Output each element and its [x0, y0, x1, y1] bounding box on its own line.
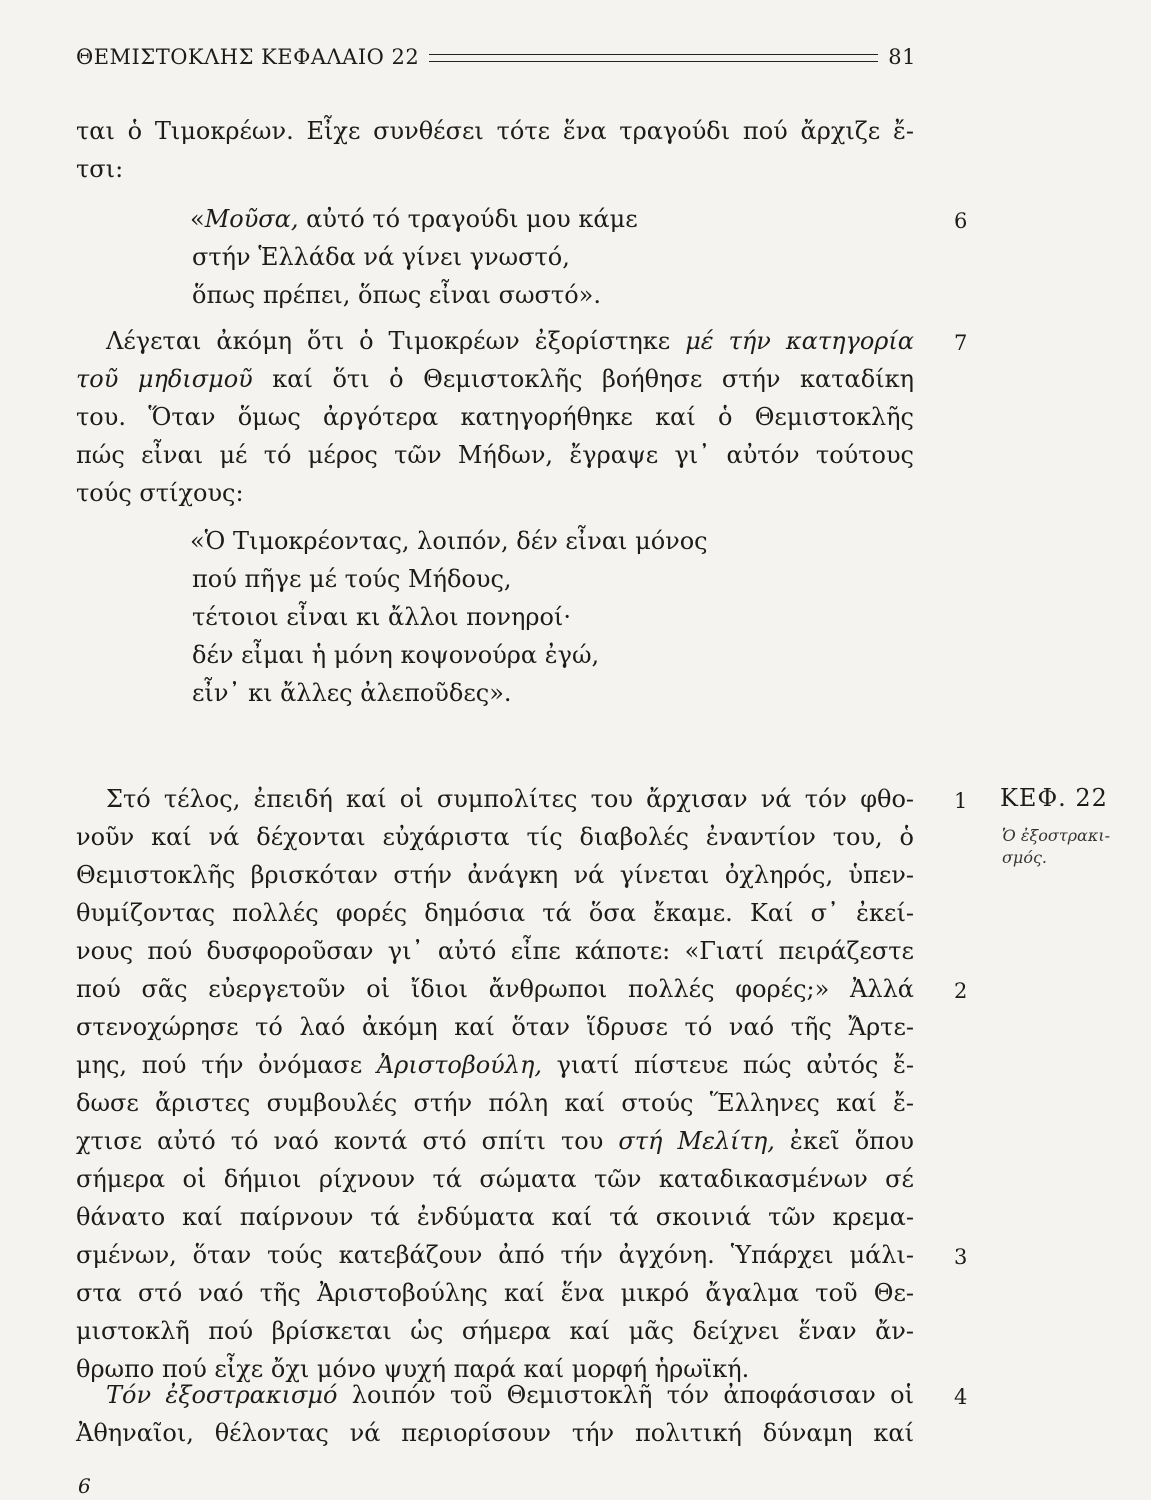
- verse-line: τέτοιοι εἶναι κι ἄλλοι πονηροί·: [192, 603, 571, 631]
- running-head-title: ΘΕΜΙΣΤΟΚΛΗΣ ΚΕΦΑΛΑΙΟ 22: [76, 45, 420, 69]
- text-line: χτισε αὐτό τό ναό κοντά στό σπίτι του στή Μελίτη, ἐκεῖ ὅπου: [76, 1127, 914, 1155]
- text-line: νοῦν καί νά δέχονται εὐχάριστα τίς διαβολές ἐναντίον του, ὁ: [76, 823, 914, 851]
- verse-line: δέν εἶμαι ἡ μόνη κοψονούρα ἐγώ,: [192, 641, 600, 669]
- italic-term: Τόν ἐξοστρακισμό: [106, 1381, 338, 1409]
- text-line: τσι:: [76, 155, 124, 183]
- margin-number: 3: [954, 1245, 968, 1269]
- text-line: Λέγεται ἀκόμη ὅτι ὁ Τιμοκρέων ἐξορίστηκε μέ τήν κατηγορία: [106, 327, 914, 355]
- italic-term: τοῦ μηδισμοῦ: [76, 365, 253, 393]
- sidebar-chapter-subtitle: Ὁ ἐξοστρακι- σμός.: [1002, 826, 1111, 867]
- text-line: θάνατο καί παίρνουν τά ἐνδύματα καί τά σκοινιά τῶν κρεμα-: [76, 1203, 914, 1231]
- margin-number: 7: [954, 331, 968, 355]
- margin-number: 4: [954, 1385, 968, 1409]
- text-line: σήμερα οἱ δήμιοι ρίχνουν τά σώματα τῶν καταδικασμένων σέ: [76, 1165, 914, 1193]
- verse-line: «Ὁ Τιμοκρέοντας, λοιπόν, δέν εἶναι μόνος: [190, 527, 708, 555]
- text-line: θυμίζοντας πολλές φορές δημόσια τά ὅσα ἔκαμε. Καί σ᾽ ἐκεί-: [76, 899, 914, 927]
- verse-line: «Μοῦσα, αὐτό τό τραγούδι μου κάμε: [190, 205, 638, 233]
- text-line: Στό τέλος, ἐπειδή καί οἱ συμπολίτες του ἄρχισαν νά τόν φθο-: [106, 785, 914, 813]
- italic-term: Ἀριστοβούλη,: [376, 1051, 542, 1079]
- text-line: νους πού δυσφοροῦσαν γι᾽ αὐτό εἶπε κάποτε: «Γιατί πειράζεστε: [76, 937, 914, 965]
- text-line: πώς εἶναι μέ τό μέρος τῶν Μήδων, ἔγραψε γι᾽ αὐτόν τούτους: [76, 441, 914, 469]
- text-line: Ἀθηναῖοι, θέλοντας νά περιορίσουν τήν πολιτική δύναμη καί: [76, 1419, 914, 1447]
- text-line: μης, πού τήν ὀνόμασε Ἀριστοβούλη, γιατί πίστευε πώς αὐτός ἔ-: [76, 1051, 914, 1079]
- text-line: τοῦ μηδισμοῦ καί ὅτι ὁ Θεμιστοκλῆς βοήθησε στήν καταδίκη: [76, 365, 914, 393]
- signature-mark: 6: [78, 1474, 91, 1498]
- text-line: δωσε ἄριστες συμβουλές στήν πόλη καί στούς Ἕλληνες καί ἔ-: [76, 1089, 914, 1117]
- running-head-rule: [429, 54, 878, 62]
- verse-line: ὅπως πρέπει, ὅπως εἶναι σωστό».: [192, 281, 601, 309]
- sidebar-chapter-heading: ΚΕΦ. 22: [1000, 784, 1108, 812]
- margin-number: 1: [954, 789, 968, 813]
- margin-number: 6: [954, 209, 968, 233]
- verse-line: εἶν᾽ κι ἄλλες ἀλεποῦδες».: [192, 679, 512, 707]
- text-line: του. Ὅταν ὅμως ἀργότερα κατηγορήθηκε καί ὁ Θεμιστοκλῆς: [76, 403, 914, 431]
- text-line: σμένων, ὅταν τούς κατεβάζουν ἀπό τήν ἀγχόνη. Ὑπάρχει μάλι-: [76, 1241, 914, 1269]
- text-line: Τόν ἐξοστρακισμό λοιπόν τοῦ Θεμιστοκλῆ τόν ἀποφάσισαν οἱ: [106, 1381, 914, 1409]
- verse-line: πού πῆγε μέ τούς Μήδους,: [192, 565, 512, 593]
- italic-term: στή Μελίτη,: [618, 1127, 775, 1155]
- italic-term: Μοῦσα,: [204, 205, 299, 233]
- verse-line: στήν Ἑλλάδα νά γίνει γνωστό,: [192, 243, 570, 271]
- page-number: 81: [888, 45, 916, 69]
- text-line: ται ὁ Τιμοκρέων. Εἶχε συνθέσει τότε ἕνα τραγούδι πού ἄρχιζε ἔ-: [76, 117, 914, 145]
- text-line: πού σᾶς εὐεργετοῦν οἱ ἴδιοι ἄνθρωποι πολλές φορές;» Ἀλλά: [76, 975, 914, 1003]
- margin-number: 2: [954, 979, 968, 1003]
- text-line: στα στό ναό τῆς Ἀριστοβούλης καί ἕνα μικρό ἄγαλμα τοῦ Θε-: [76, 1279, 914, 1307]
- text-line: Θεμιστοκλῆς βρισκόταν στήν ἀνάγκη νά γίνεται ὀχληρός, ὑπεν-: [76, 861, 914, 889]
- running-head: [76, 45, 916, 69]
- text-line: μιστοκλῆ πού βρίσκεται ὡς σήμερα καί μᾶς δείχνει ἕναν ἄν-: [76, 1317, 914, 1345]
- text-line: θρωπο πού εἶχε ὄχι μόνο ψυχή παρά καί μορφή ἡρωϊκή.: [76, 1355, 750, 1383]
- text-line: τούς στίχους:: [76, 479, 244, 507]
- text-line: στενοχώρησε τό λαό ἀκόμη καί ὅταν ἵδρυσε τό ναό τῆς Ἄρτε-: [76, 1013, 914, 1041]
- italic-term: μέ τήν κατηγορία: [685, 327, 914, 355]
